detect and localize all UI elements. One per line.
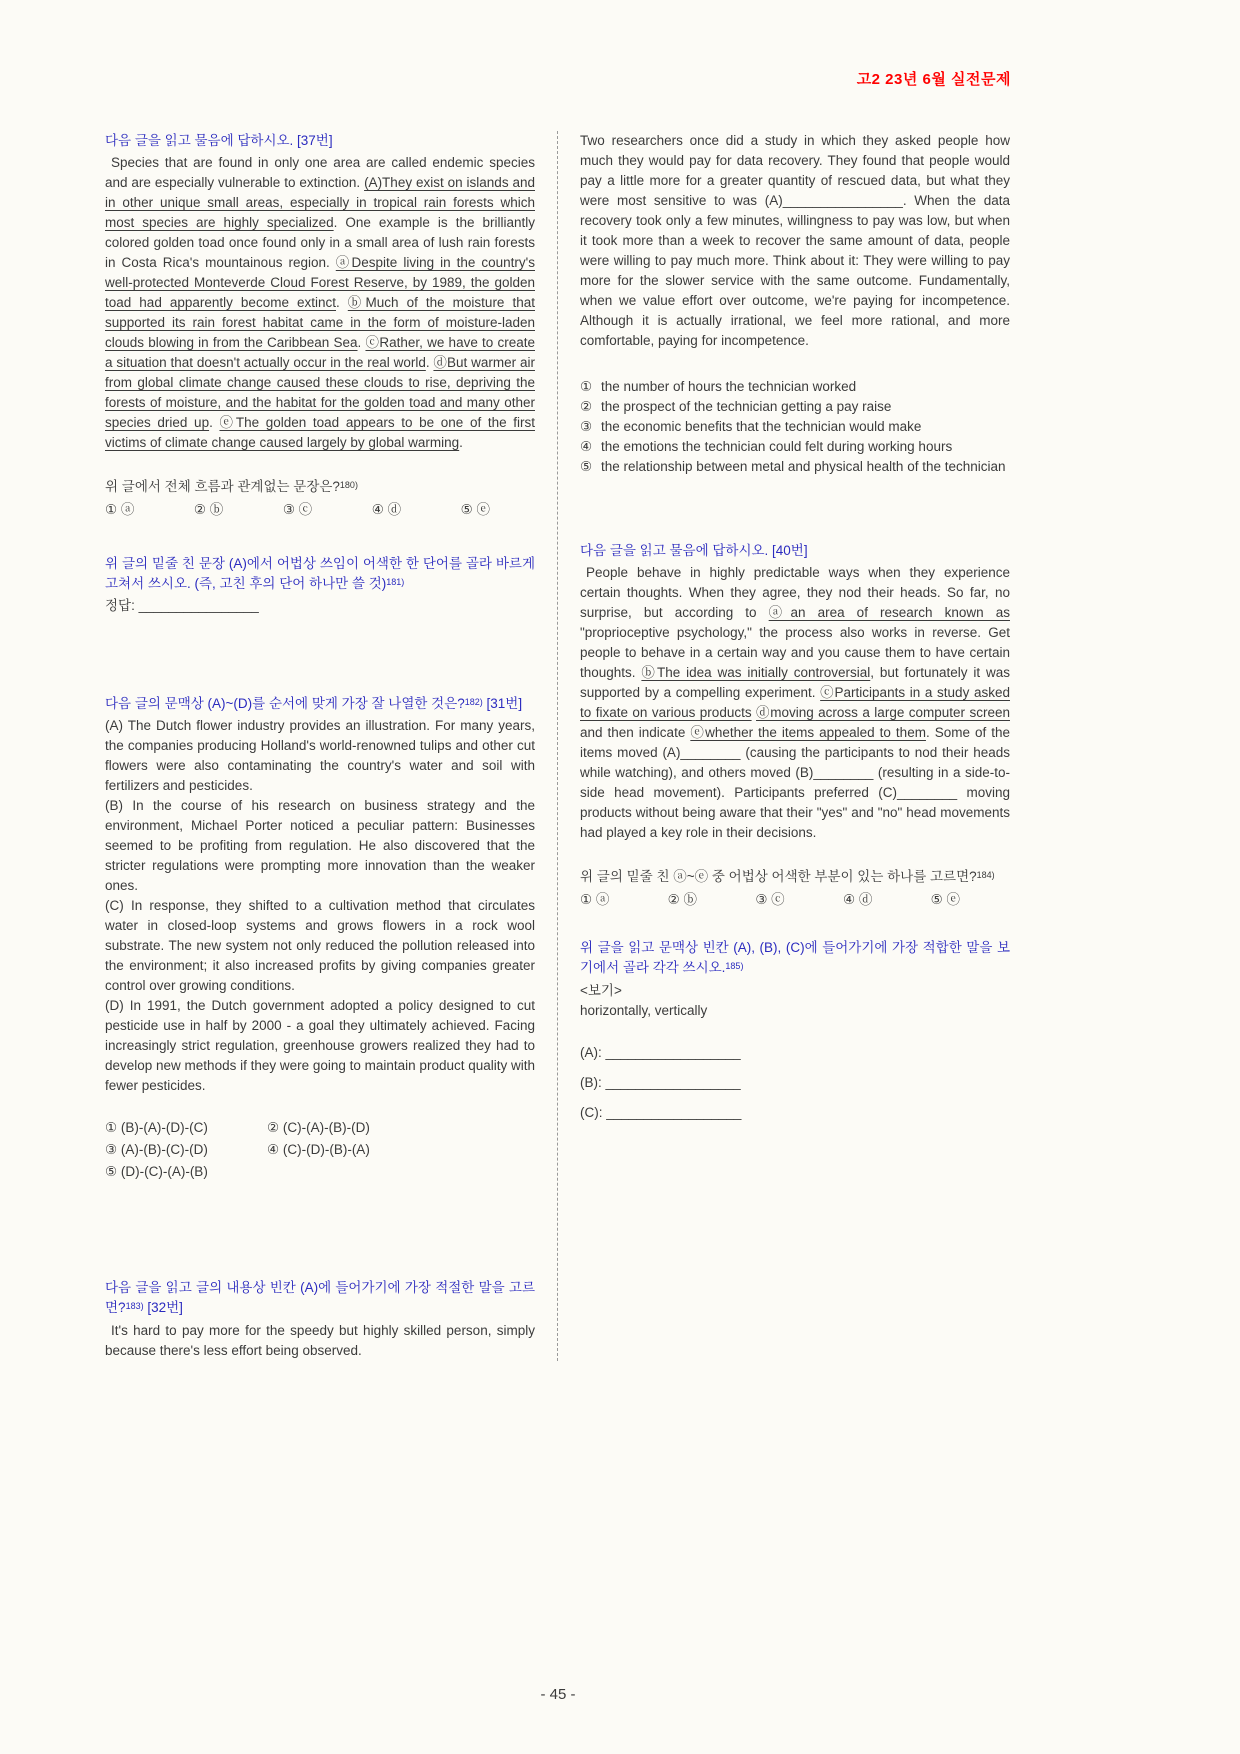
section-question-32 [105,1278,535,1361]
choice-text: the relationship between metal and physical health of the technician [601,459,1006,474]
section-37-heading: 다음 글을 읽고 물음에 답하시오. [37번] [105,133,333,148]
answer-a-label: (A): [580,1045,606,1060]
section-40-heading: 다음 글을 읽고 물음에 답하시오. [40번] [580,543,808,558]
right-column [580,131,1010,1361]
choice-option: ③ (A)-(B)-(C)-(D) [105,1142,208,1157]
choice-option: ② ⓑ [193,502,224,517]
answer-c-label: (C): [580,1105,607,1120]
choice-marker: ③ [580,419,593,434]
choice-marker: ① [580,379,593,394]
choice-option: ① (B)-(A)-(D)-(C) [105,1120,208,1135]
passage-32-continued: Two researchers once did a study in which they asked people how much they would pay for data recovery. They found that people would pay a little more for a greater quantity of rescued data, but what they were most sensitive to was (A)________________. When the data recovery took only a few minutes, willingness to pay was low, but when it took more than a week to recover the same amount of data, people were willing to pay much more. Think about it: They were willing to pay more for the slower service with the same outcome. Fundamentally, when we value effort over outcome, we're paying for incompetence. Although it is actually irrational, we feel more rational, and more comfortable, paying for incompetence. [580,133,1010,348]
question-180-choices [105,500,490,520]
answer-line-181 [105,596,535,616]
choice-text: the number of hours the technician worked [601,379,857,394]
choice-item [580,397,1010,417]
choice-option: ① ⓐ [580,892,610,907]
paragraph-c: (C) In response, they shifted to a cultivation method that circulates water in closed-loop systems and grows flowers in a rock wool substrate. The new system not only reduced the pollution released into the environment; it also increased profits by giving companies greater control over growing conditions. [105,898,535,993]
choice-option: ③ ⓒ [282,502,313,517]
choice-option: ② ⓑ [667,892,698,907]
section-question-40 [580,541,1010,1123]
worksheet-page [105,68,1011,1361]
answer-line-b [580,1073,1010,1093]
question-182-choices [105,1118,535,1182]
choice-item [580,377,1010,397]
choice-option: ⑤ ⓔ [930,892,960,907]
choice-option: ② (C)-(A)-(B)-(D) [267,1120,370,1135]
section-question-32-continued [580,131,1010,477]
left-column [105,131,535,1361]
question-184-choices [580,890,960,910]
answer-blank: ________________ [138,598,259,613]
paragraph-d: (D) In 1991, the Dutch government adopted a policy designed to cut pesticide use in half by 2000 - a goal they ultimately achieved. Facing increasingly strict regulation, greenhouse growers realized they had to develop new methods if they were going to maintain product quality with fewer pesticides. [105,998,535,1093]
answer-b-blank: __________________ [605,1075,741,1090]
bogi-words: horizontally, vertically [580,1003,708,1018]
answer-line-c [580,1103,1010,1123]
page-number: - 45 - [540,1686,576,1703]
choice-option: ⑤ (D)-(C)-(A)-(B) [105,1164,208,1179]
choice-text: the prospect of the technician getting a pay raise [601,399,892,414]
paragraph-b: (B) In the course of his research on business strategy and the environment, Michael Porter noticed a peculiar pattern: Businesses seemed to be profiting from regulation. He also discovered that the stricter regulations were prompting more innovation than the weaker ones. [105,798,535,893]
choice-item [580,457,1010,477]
paragraph-a: (A) The Dutch flower industry provides an illustration. For many years, the companies producing Holland's world-renowned tulips and other cut flowers were also contaminating the country's water and soil with fertilizers and pesticides. [105,718,535,793]
question-180: 위 글에서 전체 흐름과 관계없는 문장은?$^{180)}$ [105,479,358,494]
document-header-title: 고2 23년 6월 실전문제 [856,71,1011,88]
choice-item [580,417,1010,437]
answer-line-a [580,1043,1010,1063]
passage-32-start: It's hard to pay more for the speedy but highly skilled person, simply because there's less effort being observed. [105,1323,535,1358]
question-185: 위 글을 읽고 문맥상 빈칸 (A), (B), (C)에 들어가기에 가장 적합한 말을 보기에서 골라 각각 쓰시오.$^{185)}$ [580,940,1010,975]
two-column-layout [105,131,1011,1361]
choice-option: ④ (C)-(D)-(B)-(A) [267,1142,370,1157]
section-32-heading: 다음 글을 읽고 글의 내용상 빈칸 (A)에 들어가기에 가장 적절한 말을 고르면?$^{183)}$ [32번] [105,1280,535,1315]
bogi-label: <보기> [580,983,622,998]
question-181: 위 글의 밑줄 친 문장 (A)에서 어법상 쓰임이 어색한 한 단어를 골라 바르게 고쳐서 쓰시오. (즉, 고친 후의 단어 하나만 쓸 것)$^{181)}$ [105,556,535,591]
page-header [105,68,1011,89]
passage-40: People behave in highly predictable ways when they experience certain thoughts. When they agree, they nod their heads. So far, no surprise, but according to ⓐan area of research known as "proprioceptive psychology," the process also works in reverse. Get people to behave in a certain way and you cause them to have certain thoughts. ⓑThe idea was initially controversial, but fortunately it was supported by a compelling experiment. ⓒParticipants in a study asked to fixate on various products ⓓmoving across a large computer screen and then indicate ⓔwhether the items appealed to them. Some of the items moved (A)________ (causing the participants to nod their heads while watching), and others moved (B)________ (resulting in a side-to-side head movement). Participants preferred (C)________ moving products without being aware that their "yes" and "no" head movements had played a key role in their decisions. [580,565,1010,840]
answer-c-blank: __________________ [606,1105,742,1120]
choice-item [580,437,1010,457]
choice-marker: ② [580,399,593,414]
choice-option: ④ ⓓ [371,502,402,517]
choice-marker: ④ [580,439,593,454]
choice-text: the emotions the technician could felt during working hours [601,439,953,454]
section-31-heading: 다음 글의 문맥상 (A)~(D)를 순서에 맞게 가장 잘 나열한 것은?$^{182)}$ [31번] [105,696,523,711]
question-183-choices [580,377,1010,477]
choice-marker: ⑤ [580,459,593,474]
answer-a-blank: __________________ [605,1045,741,1060]
section-question-31 [105,694,535,1182]
choice-option: ① ⓐ [105,502,135,517]
question-184: 위 글의 밑줄 친 ⓐ~ⓔ 중 어법상 어색한 부분이 있는 하나를 고르면?$^{184)}$ [580,869,995,884]
answer-label: 정답: [105,598,135,613]
choice-option: ④ ⓓ [842,892,873,907]
choice-text: the economic benefits that the technician would make [601,419,922,434]
answer-b-label: (B): [580,1075,606,1090]
section-question-37 [105,131,535,616]
choice-option: ⑤ ⓔ [460,502,490,517]
choice-option: ③ ⓒ [755,892,785,907]
column-divider [557,131,558,1361]
passage-37: Species that are found in only one area are called endemic species and are especially vulnerable to extinction. (A)They exist on islands and in other unique small areas, especially in tropical rain forests which most species are highly specialized. One example is the brilliantly colored golden toad once found only in a small area of lush rain forests in Costa Rica's mountainous region. ⓐDespite living in the country's well-protected Monteverde Cloud Forest Reserve, by 1989, the golden toad had apparently become extinct. ⓑMuch of the moisture that supported its rain forest habitat came in the form of moisture-laden clouds blowing in from the Caribbean Sea. ⓒRather, we have to create a situation that doesn't actually occur in the real world. ⓓBut warmer air from global climate change caused these clouds to rise, depriving the forests of moisture, and the habitat for the golden toad and many other species dried up. ⓔThe golden toad appears to be one of the first victims of climate change caused largely by global warming. [105,155,535,450]
